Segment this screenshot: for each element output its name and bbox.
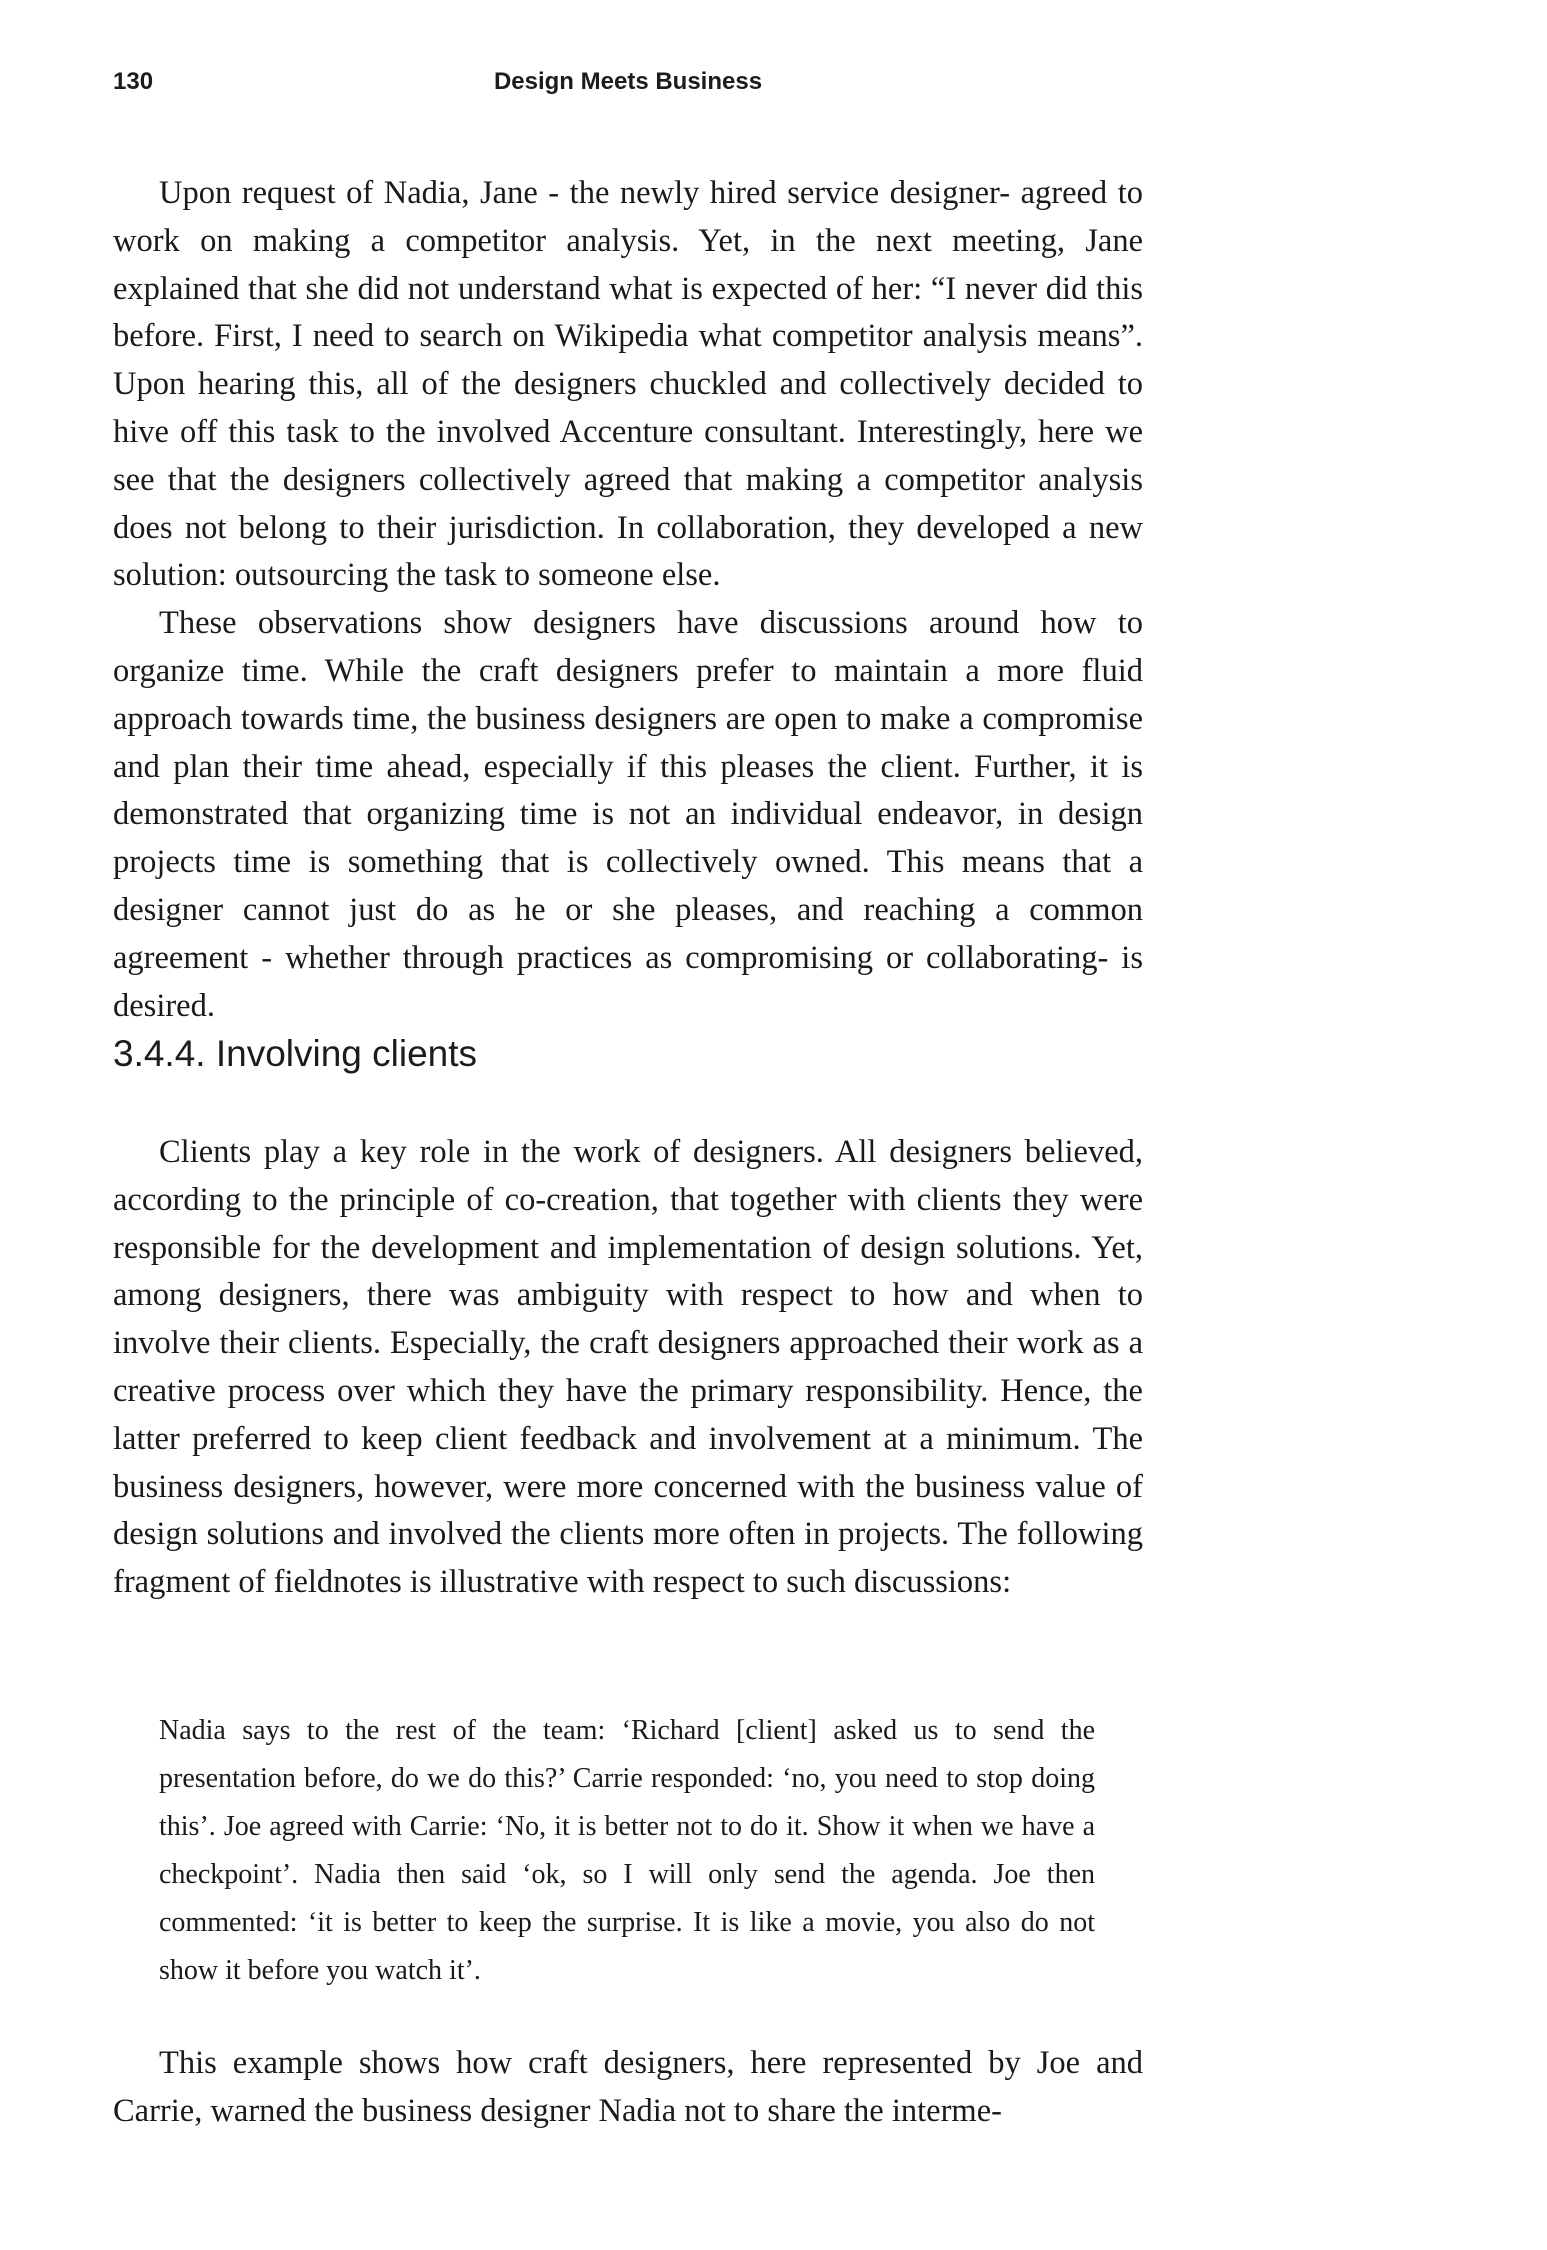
paragraph-example: This example shows how craft designers, here represented by Joe and Carrie, warned the business designer Nadia not to share the interme- bbox=[113, 2045, 1143, 2129]
section-heading: 3.4.4. Involving clients bbox=[113, 1033, 478, 1074]
body-text-clients bbox=[113, 1129, 1143, 1607]
page-number: 130 bbox=[113, 68, 154, 95]
body-text-bottom bbox=[113, 2040, 1143, 2136]
fieldnotes-quote: Nadia says to the rest of the team: ‘Richard [client] asked us to send the presentation before, do we do this?’ Carrie responded: ‘no, you need to stop doing this’. Joe agreed with Carrie: ‘No, it is better not to do it. Show it when we have a checkpoint’. Nadia then said ‘ok, so I will only send the agenda. Joe then commented: ‘it is better to keep the surprise. It is like a movie, you also do not show it before you watch it’. bbox=[159, 1715, 1095, 1986]
paragraph-organizing-time: These observations show designers have discussions around how to organize time. While the craft designers prefer to maintain a more fluid approach towards time, the business designers are open to make a compromise and plan their time ahead, especially if this pleases the client. Further, it is demonstrated that organizing time is not an individual endeavor, in design projects time is something that is collectively owned. This means that a designer cannot just do as he or she pleases, and reaching a common agreement - whether through practices as compromising or collaborating- is desired. bbox=[113, 605, 1143, 1024]
paragraph-jane-competitor-analysis: Upon request of Nadia, Jane - the newly hired service designer- agreed to work on making a competitor analysis. Yet, in the next meeting, Jane explained that she did not understand what is expected of her: “I never did this before. First, I need to search on Wikipedia what competitor analysis means”. Upon hearing this, all of the designers chuckled and collectively decided to hive off this task to the involved Accenture consultant. Interestingly, here we see that the designers collectively agreed that making a competitor analysis does not belong to their jurisdiction. In collaboration, they developed a new solution: outsourcing the task to someone else. bbox=[113, 175, 1143, 594]
paragraph-involving-clients: Clients play a key role in the work of designers. All designers believed, according to the principle of co-creation, that together with clients they were responsible for the development and implementation of design solutions. Yet, among designers, there was ambiguity with respect to how and when to involve their clients. Especially, the craft designers approached their work as a creative process over which they have the primary responsibility. Hence, the latter preferred to keep client feedback and involvement at a minimum. The business designers, however, were more concerned with the business value of design solutions and involved the clients more often in projects. The following fragment of fieldnotes is illustrative with respect to such discussions: bbox=[113, 1134, 1143, 1601]
book-title: Design Meets Business bbox=[493, 68, 763, 95]
body-text-top bbox=[113, 170, 1143, 1030]
running-header bbox=[113, 68, 1143, 104]
